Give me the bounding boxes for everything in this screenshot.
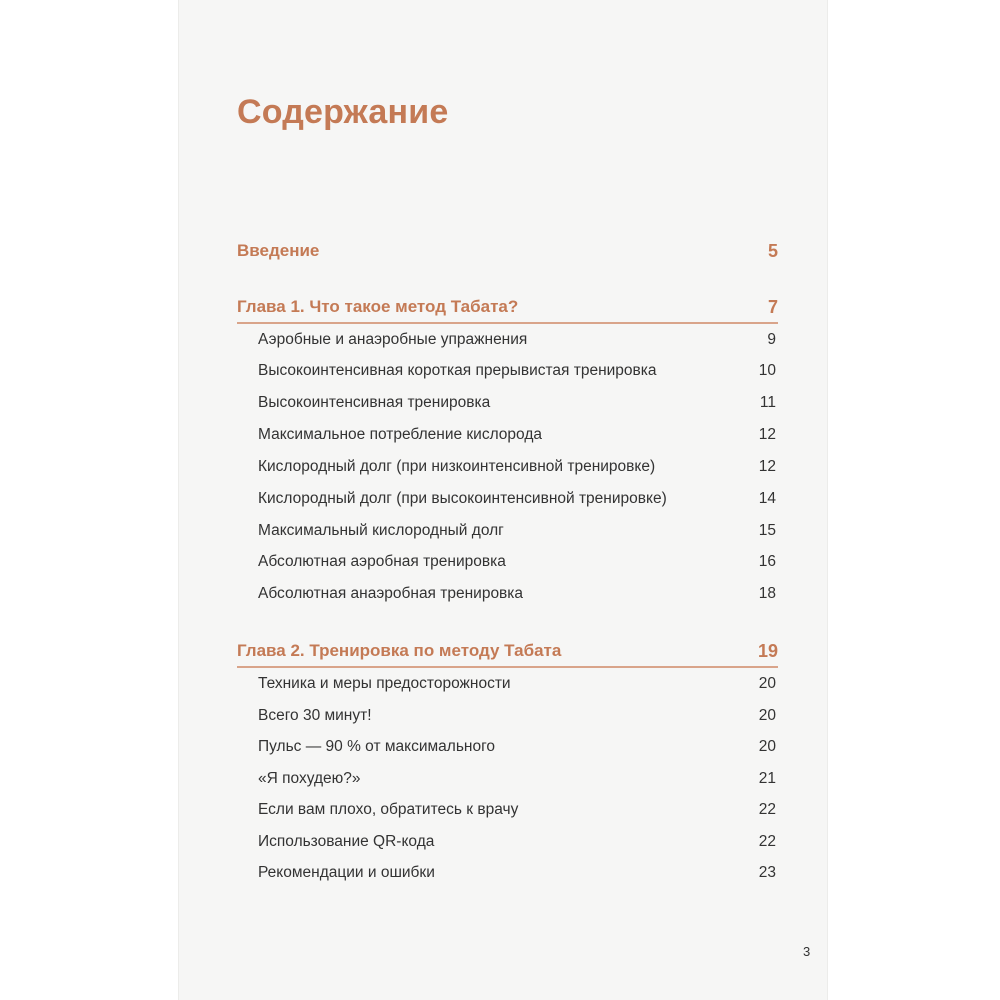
toc-entry — [258, 518, 776, 544]
page-number: 3 — [803, 944, 811, 959]
toc-entry-label: Абсолютная анаэробная тренировка — [258, 585, 524, 602]
toc-entry — [258, 454, 776, 480]
toc-entry — [258, 422, 776, 448]
toc-entry-page: 9 — [767, 331, 776, 348]
toc-entry-page: 16 — [758, 553, 776, 570]
toc-entry-chapter-2 — [237, 638, 778, 664]
toc-entry-page: 20 — [758, 707, 776, 724]
toc-entry — [258, 549, 776, 575]
toc-entry-page: 23 — [758, 864, 776, 881]
toc-entry-label: Использование QR-кода — [258, 833, 435, 850]
toc-entry-label: Всего 30 минут! — [258, 707, 372, 724]
toc-entry-page: 18 — [758, 585, 776, 602]
toc-entry-label: «Я похудею?» — [258, 770, 361, 787]
toc-entry — [258, 797, 776, 823]
toc-entry-label: Рекомендации и ошибки — [258, 864, 435, 881]
toc-entry — [258, 327, 776, 353]
toc-entry — [258, 486, 776, 512]
toc-entry-label: Абсолютная аэробная тренировка — [258, 553, 506, 570]
toc-entry-label: Пульс — 90 % от максимального — [258, 738, 496, 755]
toc-entry-label: Кислородный долг (при высокоинтенсивной тренировке) — [258, 490, 667, 507]
toc-entry-label: Максимальный кислородный долг — [258, 522, 504, 539]
toc-entry-introduction — [237, 238, 778, 264]
toc-entry — [258, 581, 776, 607]
toc-entry-label: Аэробные и анаэробные упражнения — [258, 331, 528, 348]
toc-entry — [258, 829, 776, 855]
toc-entry-page: 21 — [758, 770, 776, 787]
toc-entry-label: Высокоинтенсивная короткая прерывистая тренировка — [258, 362, 657, 379]
toc-entry-label: Кислородный долг (при низкоинтенсивной тренировке) — [258, 458, 656, 475]
toc-entry-page: 11 — [759, 394, 776, 411]
toc-entry-page: 12 — [758, 426, 776, 443]
toc-entry — [258, 703, 776, 729]
toc-entry-label: Глава 1. Что такое метод Табата? — [237, 297, 519, 316]
toc-entry-label: Максимальное потребление кислорода — [258, 426, 542, 443]
toc-entry-page: 20 — [758, 738, 776, 755]
toc-entry-page: 22 — [758, 833, 776, 850]
toc-entry-page: 15 — [758, 522, 776, 539]
toc-entry-page: 10 — [758, 362, 776, 379]
toc-entry-page: 14 — [758, 490, 776, 507]
toc-entry — [258, 860, 776, 886]
toc-entry-page: 22 — [758, 801, 776, 818]
toc-entry — [258, 358, 776, 384]
toc-entry-page: 5 — [767, 240, 778, 261]
toc-entry — [258, 734, 776, 760]
toc-title: Содержание — [237, 93, 449, 131]
toc-entry-label: Глава 2. Тренировка по методу Табата — [237, 641, 562, 660]
toc-entry-page: 19 — [757, 640, 778, 661]
toc-entry-label: Введение — [237, 241, 320, 260]
toc-entry-chapter-1 — [237, 294, 778, 320]
toc-entry-page: 7 — [767, 296, 778, 317]
toc-entry — [258, 766, 776, 792]
toc-entry-page: 20 — [758, 675, 776, 692]
toc-entry — [258, 671, 776, 697]
toc-entry-page: 12 — [758, 458, 776, 475]
toc-entry — [258, 390, 776, 416]
toc-entry-label: Высокоинтенсивная тренировка — [258, 394, 491, 411]
toc-entry-label: Если вам плохо, обратитесь к врачу — [258, 801, 519, 818]
toc-entry-label: Техника и меры предосторожности — [258, 675, 511, 692]
